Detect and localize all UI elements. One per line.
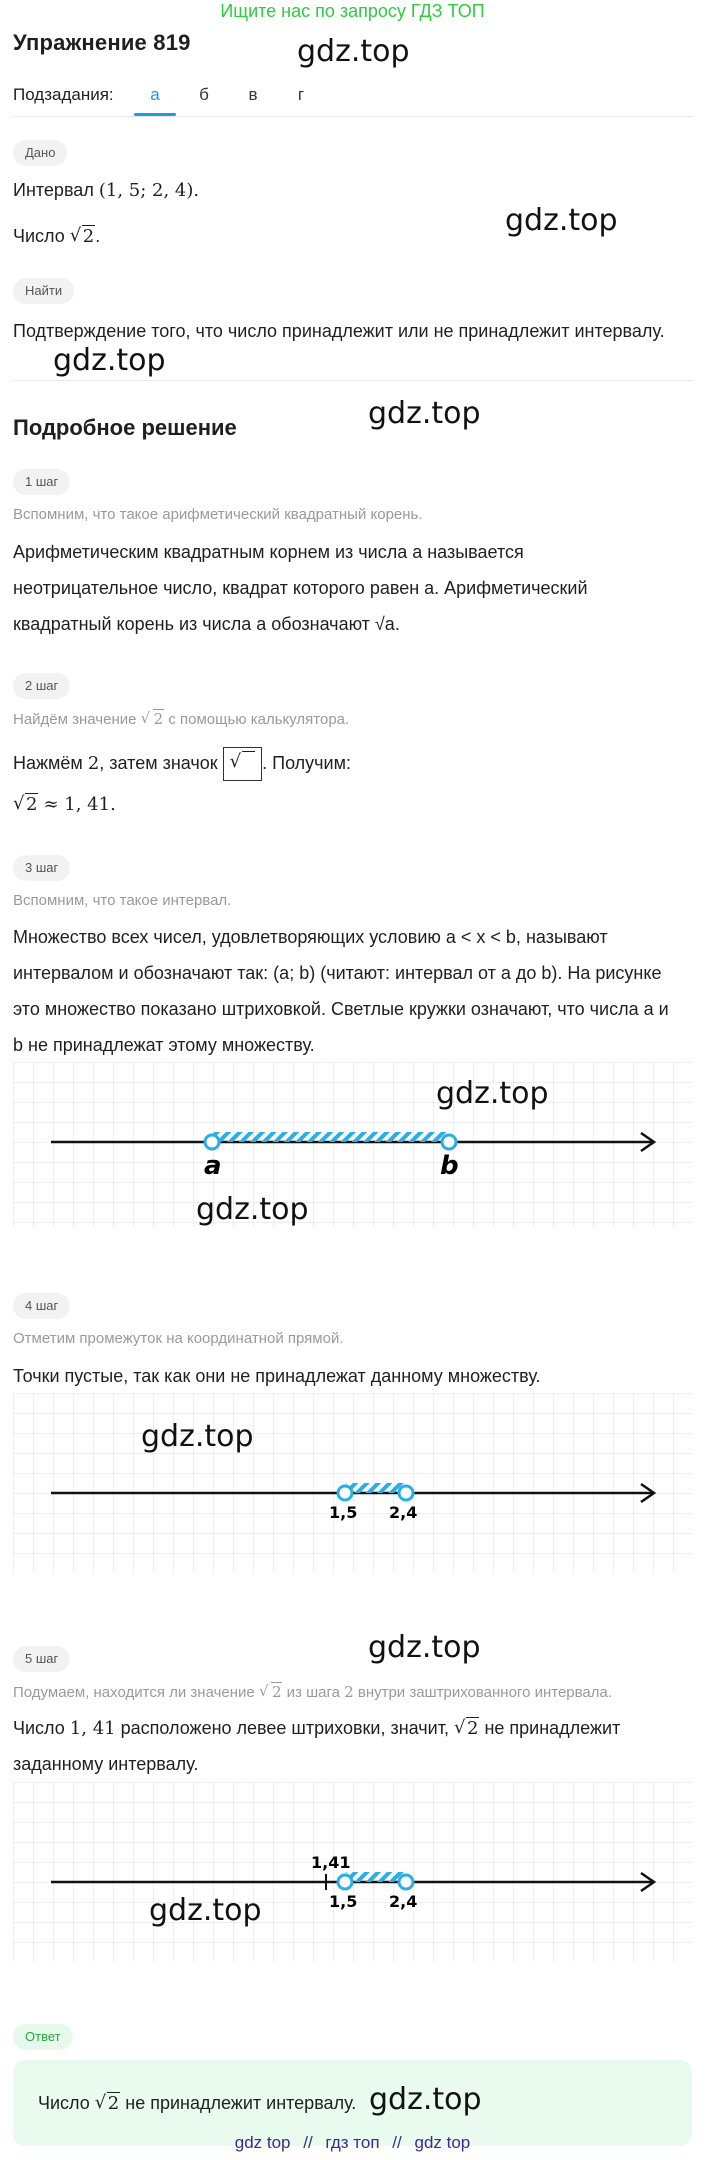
divider: [13, 380, 692, 381]
top-search-link[interactable]: Ищите нас по запросу ГДЗ ТОП: [220, 1, 485, 21]
step-5-line-2: заданному интервалу.: [13, 1754, 199, 1774]
step-1-line-2: неотрицательное число, квадрат которого равен a. Арифметический: [13, 578, 588, 598]
watermark: gdz.top: [368, 396, 481, 431]
given-number: Число √ 2.: [13, 224, 100, 249]
step-1-line-3: квадратный корень из числа a обозначают √a.: [13, 614, 400, 634]
watermark: gdz.top: [196, 1192, 309, 1227]
interval-figure-15-24: [13, 1393, 692, 1573]
sqrt-key-icon: [223, 747, 262, 781]
open-point-a: [205, 1135, 219, 1149]
label-24: 2,4: [389, 1503, 418, 1522]
label-15: 1,5: [329, 1503, 358, 1522]
footer-link[interactable]: гдз топ: [325, 2133, 380, 2152]
step-1-chip: 1 шаг: [13, 469, 70, 495]
open-point-24: [399, 1486, 413, 1500]
step-2-hint: Найдём значение √ 2 с помощью калькулятора.: [13, 709, 349, 730]
tab-v[interactable]: в: [248, 85, 258, 104]
watermark: gdz.top: [53, 343, 166, 378]
tab-b[interactable]: б: [199, 85, 209, 104]
footer-separator: //: [303, 2133, 313, 2152]
open-point-b: [442, 1135, 456, 1149]
label-15: 1,5: [329, 1892, 358, 1911]
footer-link[interactable]: gdz top: [414, 2133, 471, 2152]
interval-figure-ab: [13, 1062, 692, 1227]
step-4-chip: 4 шаг: [13, 1293, 70, 1319]
step-3-line-2: интервалом и обозначают так: (a; b) (читают: интервал от a до b). На рисунке: [13, 963, 662, 983]
answer-text: Число √ 2 не принадлежит интервалу.: [38, 2091, 356, 2116]
footer-separator: //: [392, 2133, 402, 2152]
step-2-press-line: Нажмём 2, затем значок √ . Получим:: [13, 747, 351, 781]
open-point-15: [338, 1486, 352, 1500]
step-4-text: Точки пустые, так как они не принадлежат данному множеству.: [13, 1366, 541, 1386]
answer-chip: Ответ: [13, 2024, 73, 2050]
find-text: Подтверждение того, что число принадлежит или не принадлежит интервалу.: [13, 321, 665, 341]
interval-figure-141: [13, 1782, 692, 1962]
label-24: 2,4: [389, 1892, 418, 1911]
given-interval: Интервал (1, 5; 2, 4).: [13, 180, 200, 201]
watermark: gdz.top: [297, 34, 410, 69]
tab-a[interactable]: а: [150, 85, 160, 104]
watermark: gdz.top: [141, 1419, 254, 1454]
hatched-interval: [346, 1872, 405, 1882]
step-3-chip: 3 шаг: [13, 855, 70, 881]
label-141: 1,41: [311, 1853, 351, 1872]
label-b: b: [440, 1151, 459, 1181]
grid-background: [13, 1062, 692, 1227]
step-3-line-1: Множество всех чисел, удовлетворяющих условию a < x < b, называют: [13, 927, 608, 947]
watermark: gdz.top: [368, 1630, 481, 1665]
step-5-hint: Подумаем, находится ли значение √ 2 из шага 2 внутри заштрихованного интервала.: [13, 1682, 612, 1703]
step-5-line-1: Число 1, 41 расположено левее штриховки, значит, √ 2 не принадлежит: [13, 1716, 620, 1741]
given-chip: Дано: [13, 140, 67, 166]
step-3-line-4: b не принадлежат этому множеству.: [13, 1035, 315, 1055]
step-1-hint: Вспомним, что такое арифметический квадратный корень.: [13, 506, 423, 523]
hatched-interval: [346, 1483, 405, 1493]
solution-heading: Подробное решение: [13, 415, 237, 440]
watermark: gdz.top: [436, 1076, 549, 1111]
step-1-line-1: Арифметическим квадратным корнем из числа a называется: [13, 542, 524, 562]
tab-g[interactable]: г: [297, 85, 305, 104]
subtasks-label: Подзадания:: [13, 85, 114, 104]
step-2-result: √ 2 ≈ 1, 41.: [13, 792, 116, 817]
find-chip: Найти: [13, 278, 74, 304]
divider: [13, 116, 692, 117]
page-title: Упражнение 819: [13, 30, 191, 55]
footer-link[interactable]: gdz top: [234, 2133, 291, 2152]
hatched-interval: [213, 1132, 448, 1142]
open-point-24: [399, 1875, 413, 1889]
watermark: gdz.top: [369, 2082, 482, 2117]
step-3-line-3: это множество показано штриховкой. Светлые кружки означают, что числа a и: [13, 999, 669, 1019]
step-3-hint: Вспомним, что такое интервал.: [13, 892, 232, 909]
step-4-hint: Отметим промежуток на координатной прямой.: [13, 1330, 344, 1347]
label-a: a: [204, 1151, 222, 1181]
step-5-chip: 5 шаг: [13, 1646, 70, 1672]
step-2-chip: 2 шаг: [13, 673, 70, 699]
watermark: gdz.top: [149, 1893, 262, 1928]
open-point-15: [338, 1875, 352, 1889]
footer-links: [0, 2133, 705, 2153]
watermark: gdz.top: [505, 203, 618, 238]
